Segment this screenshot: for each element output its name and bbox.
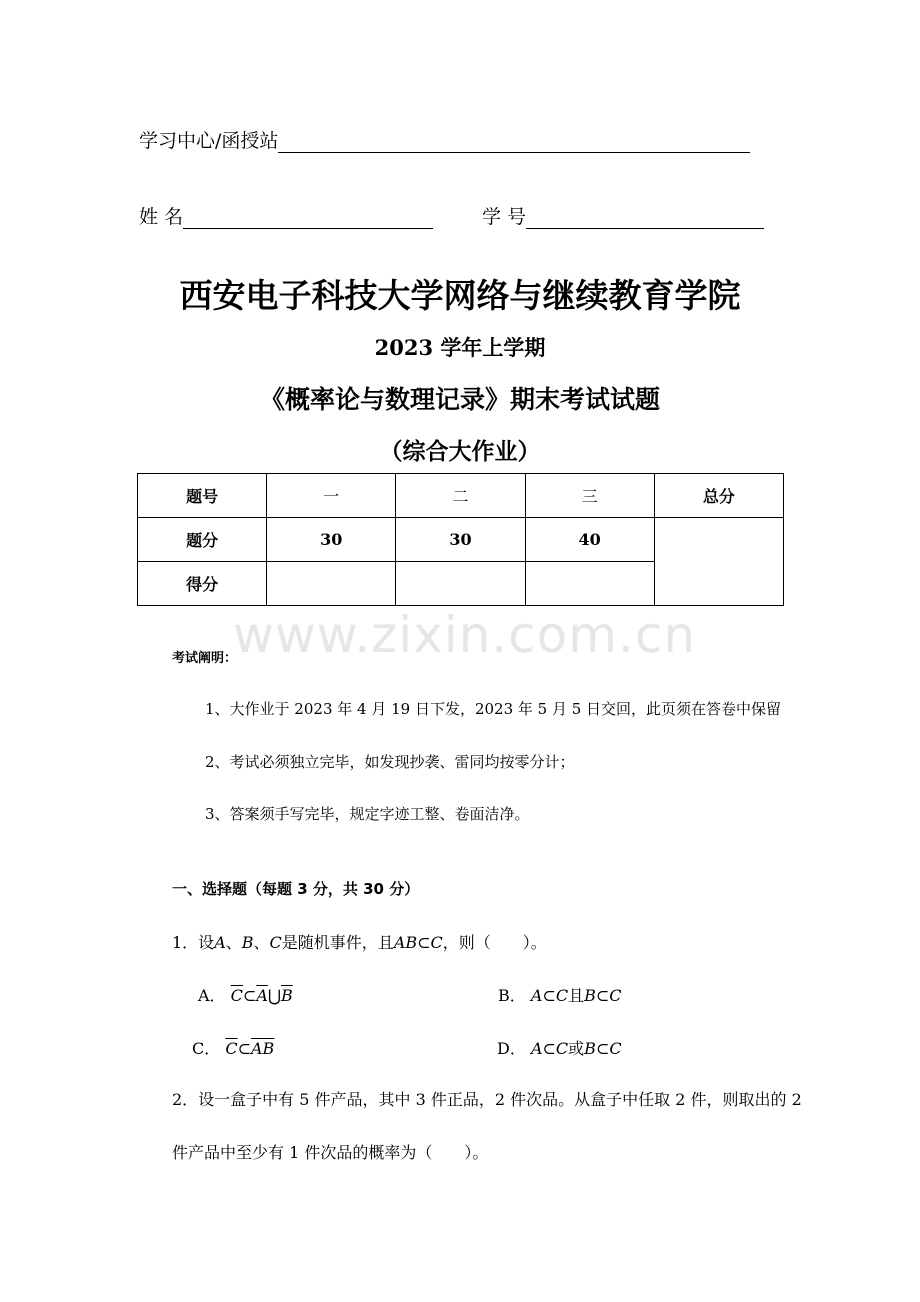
option-a-b: $\overline{B}$ xyxy=(281,986,293,1005)
name-label: 姓 名 xyxy=(139,206,184,228)
watermark: www.zixin.com.cn xyxy=(233,606,697,664)
student-id-line xyxy=(482,202,764,229)
q1-event-b: B xyxy=(241,933,254,952)
points-row-label: 题分 xyxy=(138,518,267,562)
option-c-subset: ⊂ xyxy=(237,1039,251,1058)
study-center-blank[interactable] xyxy=(278,130,750,153)
score-cell[interactable] xyxy=(525,562,654,606)
question-1 xyxy=(172,930,547,953)
table-header-cell: 总分 xyxy=(654,474,783,518)
instruction-item: 3、答案须手写完毕，规定字迹工整、卷面洁净。 xyxy=(205,805,530,823)
instruction-item: 2、考试必须独立完毕，如发现抄袭、雷同均按零分计； xyxy=(205,753,575,771)
q1-sep: 、 xyxy=(225,933,242,952)
table-header-cell: 三 xyxy=(525,474,654,518)
option-a-subset: ⊂ xyxy=(242,986,257,1005)
q1-cond-c: C xyxy=(430,933,443,952)
table-row xyxy=(138,518,784,562)
option-c-ab: $\overline{AB}$ xyxy=(251,1039,275,1058)
q1-subset: ⊂ xyxy=(417,933,431,952)
option-d-or: 或 xyxy=(568,1039,585,1058)
table-header-cell: 题号 xyxy=(138,474,267,518)
option-d-c: C xyxy=(555,1039,569,1058)
option-d-a: A xyxy=(530,1039,543,1058)
table-row xyxy=(138,474,784,518)
option-b[interactable] xyxy=(498,983,622,1006)
option-b-and: 且 xyxy=(568,986,585,1005)
question-2-line-1: 2．设一盒子中有 5 件产品，其中 3 件正品，2 件次品。从盒子中任取 2 件，则取出的 2 xyxy=(172,1090,802,1109)
option-a-c: $\overline{C}$ xyxy=(230,986,243,1005)
option-a-union: ⋃ xyxy=(267,986,281,1005)
score-cell[interactable] xyxy=(267,562,396,606)
option-b-b: B xyxy=(584,986,596,1005)
course-title: 《概率论与数理记录》期末考试试题 xyxy=(259,385,660,414)
table-header-cell: 二 xyxy=(396,474,525,518)
points-cell: 30 xyxy=(396,518,525,562)
option-b-c2: C xyxy=(609,986,622,1005)
question-2-line-2: 件产品中至少有 1 件次品的概率为（ ）。 xyxy=(172,1143,489,1162)
option-a-a: $\overline{A}$ xyxy=(256,986,268,1005)
q1-event-c: C xyxy=(269,933,282,952)
option-d[interactable] xyxy=(497,1036,622,1059)
points-cell: 40 xyxy=(525,518,654,562)
option-d-b: B xyxy=(584,1039,596,1058)
option-c-c: $\overline{C}$ xyxy=(225,1039,238,1058)
table-header-cell: 一 xyxy=(267,474,396,518)
q1-prefix: 1．设 xyxy=(172,933,215,952)
option-a-label: A． xyxy=(198,986,226,1005)
instruction-item: 1、大作业于 2023 年 4 月 19 日下发，2023 年 5 月 5 日交回，此页须在答卷中保留 xyxy=(205,700,782,718)
student-id-blank[interactable] xyxy=(526,206,764,229)
option-b-subset-2: ⊂ xyxy=(595,986,610,1005)
option-c-label: C． xyxy=(192,1039,221,1058)
option-d-label: D． xyxy=(497,1039,526,1058)
section-heading: 一、选择题（每题 3 分，共 30 分） xyxy=(172,880,420,898)
option-d-subset-2: ⊂ xyxy=(595,1039,610,1058)
q1-text-end: ，则（ ）。 xyxy=(442,933,547,952)
score-cell[interactable] xyxy=(396,562,525,606)
score-row-label: 得分 xyxy=(138,562,267,606)
instructions-heading: 考试阐明： xyxy=(172,651,238,666)
option-c[interactable] xyxy=(192,1036,274,1059)
option-a[interactable] xyxy=(198,983,293,1006)
subtitle: （综合大作业） xyxy=(379,438,541,465)
option-b-c: C xyxy=(555,986,569,1005)
total-score-cell[interactable] xyxy=(654,518,783,606)
institution-title: 西安电子科技大学网络与继续教育学院 xyxy=(179,276,741,315)
score-table xyxy=(137,473,784,606)
study-center-label: 学习中心/函授站 xyxy=(139,130,279,152)
q1-cond-ab: AB xyxy=(393,933,418,952)
q1-sep: 、 xyxy=(253,933,270,952)
name-line xyxy=(139,202,433,229)
term-title: 2023 学年上学期 xyxy=(374,335,546,360)
option-b-a: A xyxy=(530,986,543,1005)
name-blank[interactable] xyxy=(183,206,433,229)
option-b-subset: ⊂ xyxy=(542,986,556,1005)
option-b-label: B． xyxy=(498,986,526,1005)
option-d-c2: C xyxy=(609,1039,622,1058)
q1-event-a: A xyxy=(214,933,226,952)
student-id-label: 学 号 xyxy=(482,206,527,228)
q1-text-mid: 是随机事件，且 xyxy=(281,933,394,952)
points-cell: 30 xyxy=(267,518,396,562)
study-center-line xyxy=(139,126,750,153)
option-d-subset: ⊂ xyxy=(542,1039,556,1058)
